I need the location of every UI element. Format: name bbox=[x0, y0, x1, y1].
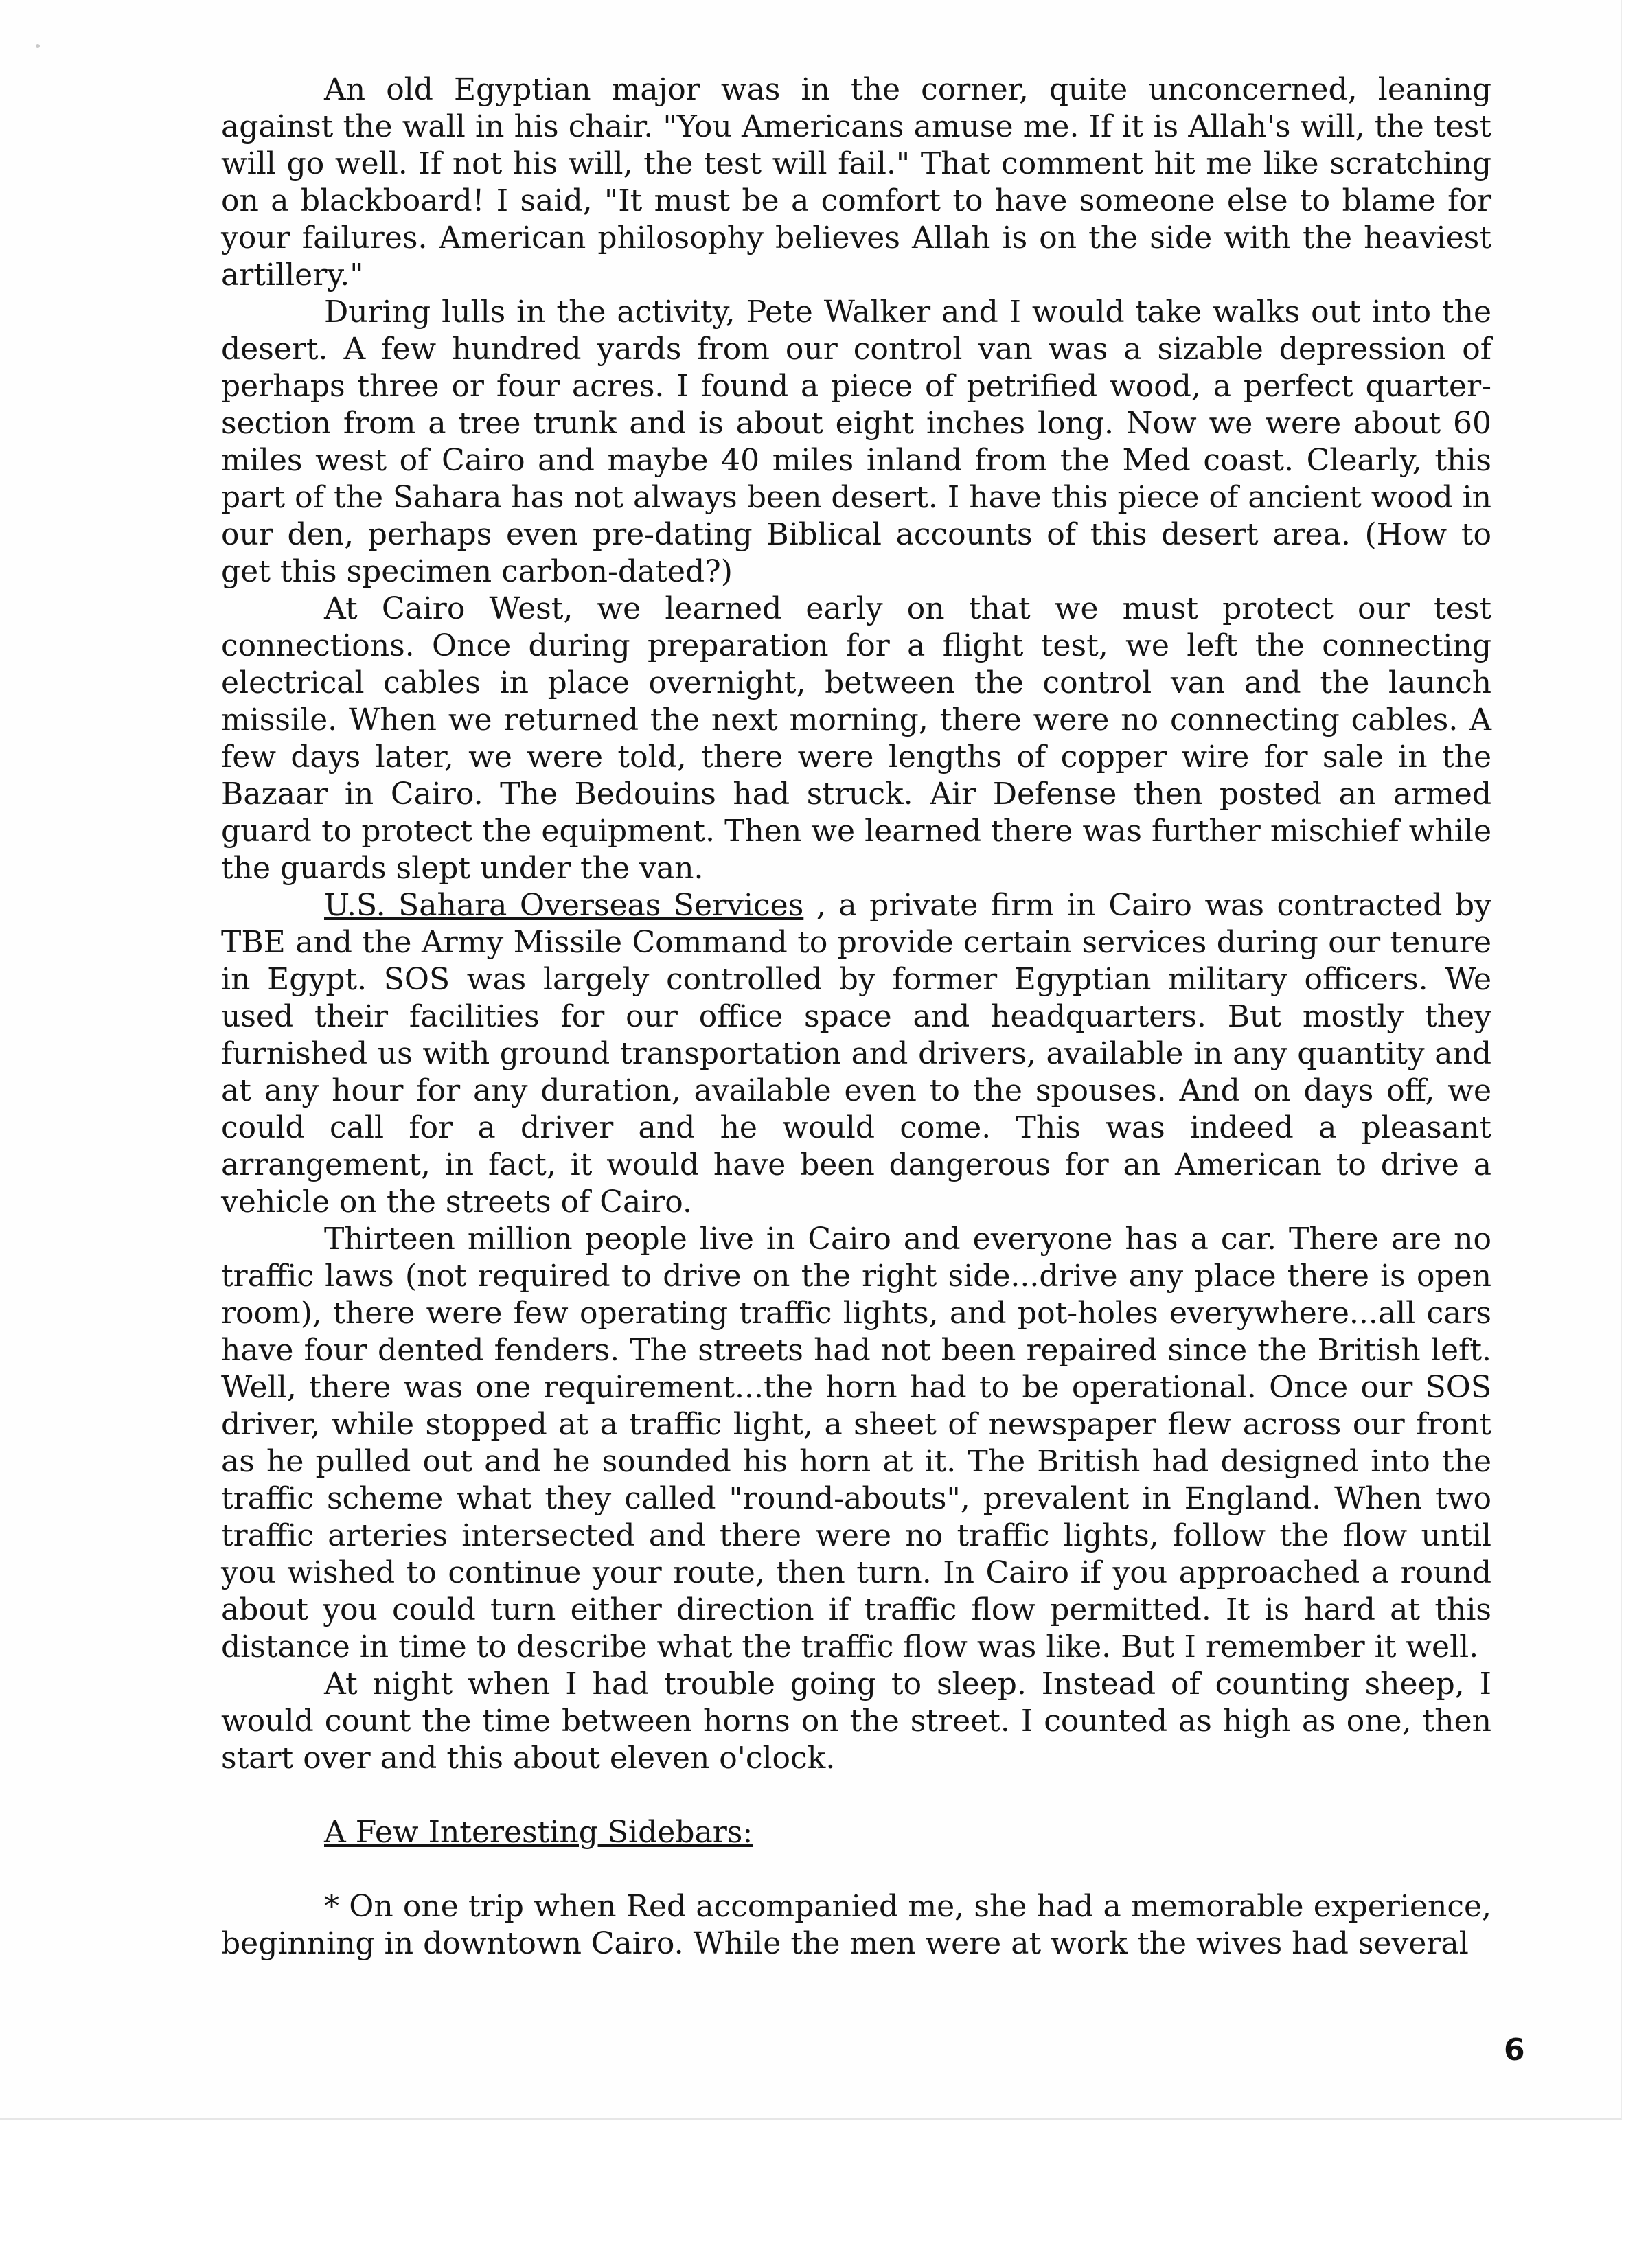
sos-paragraph-text: , a private firm in Cairo was contracted by TBE and the Army Missile Command to provide certain services during our tenure in Egypt. SOS was largely controlled by former Egyptian military officers. We used their facilities for our office space and headquarters. But mostly they furnished us with ground transportation and drivers, available in any quantity and at any hour for any duration, available even to the spouses. And on days off, we could call for a driver and he would come. This was indeed a pleasant arrangement, in fact, it would have been dangerous for an American to drive a vehicle on the streets of Cairo. bbox=[221, 888, 1491, 1219]
paragraph-petrified-wood: During lulls in the activity, Pete Walker and I would take walks out into the desert. A few hundred yards from our control van was a sizable depression of perhaps three or four acres. I found a piece of petrified wood, a perfect quarter-section from a tree trunk and is about eight inches long. Now we were about 60 miles west of Cairo and maybe 40 miles inland from the Med coast. Clearly, this part of the Sahara has not always been desert. I have this piece of ancient wood in our den, perhaps even pre-dating Biblical accounts of this desert area. (How to get this specimen carbon-dated?) bbox=[221, 295, 1491, 589]
paragraph-counting-horns: At night when I had trouble going to sleep. Instead of counting sheep, I would count the time between horns on the street. I counted as high as one, then start over and this about eleven o'clock. bbox=[221, 1666, 1491, 1776]
sos-company-name: U.S. Sahara Overseas Services bbox=[324, 888, 804, 923]
paper-speck bbox=[36, 44, 40, 48]
paragraph-cairo-traffic: Thirteen million people live in Cairo and everyone has a car. There are no traffic laws (not required to drive on the right side...drive any place there is open room), there were few operating traffic lights, and pot-holes everywhere...all cars have four dented fenders. The streets had not been repaired since the British left. Well, there was one requirement...the horn had to be operational. Once our SOS driver, while stopped at a traffic light, a sheet of newspaper flew across our front as he pulled out and he sounded his horn at it. The British had designed into the traffic scheme what they called "round-abouts", prevalent in England. When two traffic arteries intersected and there were no traffic lights, follow the flow until you wished to continue your route, then turn. In Cairo if you approached a round about you could turn either direction if traffic flow permitted. It is hard at this distance in time to describe what the traffic flow was like. But I remember it well. bbox=[221, 1222, 1491, 1664]
paragraph-red-trip: * On one trip when Red accompanied me, she had a memorable experience, beginning in downtown Cairo. While the men were at work the wives had several bbox=[221, 1889, 1491, 1961]
page-body bbox=[221, 71, 1491, 1962]
paragraph-egyptian-major: An old Egyptian major was in the corner, quite unconcerned, leaning against the wall in his chair. "You Americans amuse me. If it is Allah's will, the test will go well. If not his will, the test will fail." That comment hit me like scratching on a blackboard! I said, "It must be a comfort to have someone else to blame for your failures. American philosophy believes Allah is on the side with the heaviest artillery." bbox=[221, 72, 1491, 293]
sidebars-heading-text: A Few Interesting Sidebars: bbox=[324, 1815, 753, 1850]
sidebars-heading bbox=[221, 1814, 1491, 1851]
paragraph-sos-services bbox=[221, 887, 1491, 1221]
page-number: 6 bbox=[1504, 2032, 1525, 2067]
paragraph-cairo-west-cables: At Cairo West, we learned early on that we must protect our test connections. Once during preparation for a flight test, we left the connecting electrical cables in place overnight, between the control van and the launch missile. When we returned the next morning, there were no connecting cables. A few days later, we were told, there were lengths of copper wire for sale in the Bazaar in Cairo. The Bedouins had struck. Air Defense then posted an armed guard to protect the equipment. Then we learned there was further mischief while the guards slept under the van. bbox=[221, 591, 1491, 886]
